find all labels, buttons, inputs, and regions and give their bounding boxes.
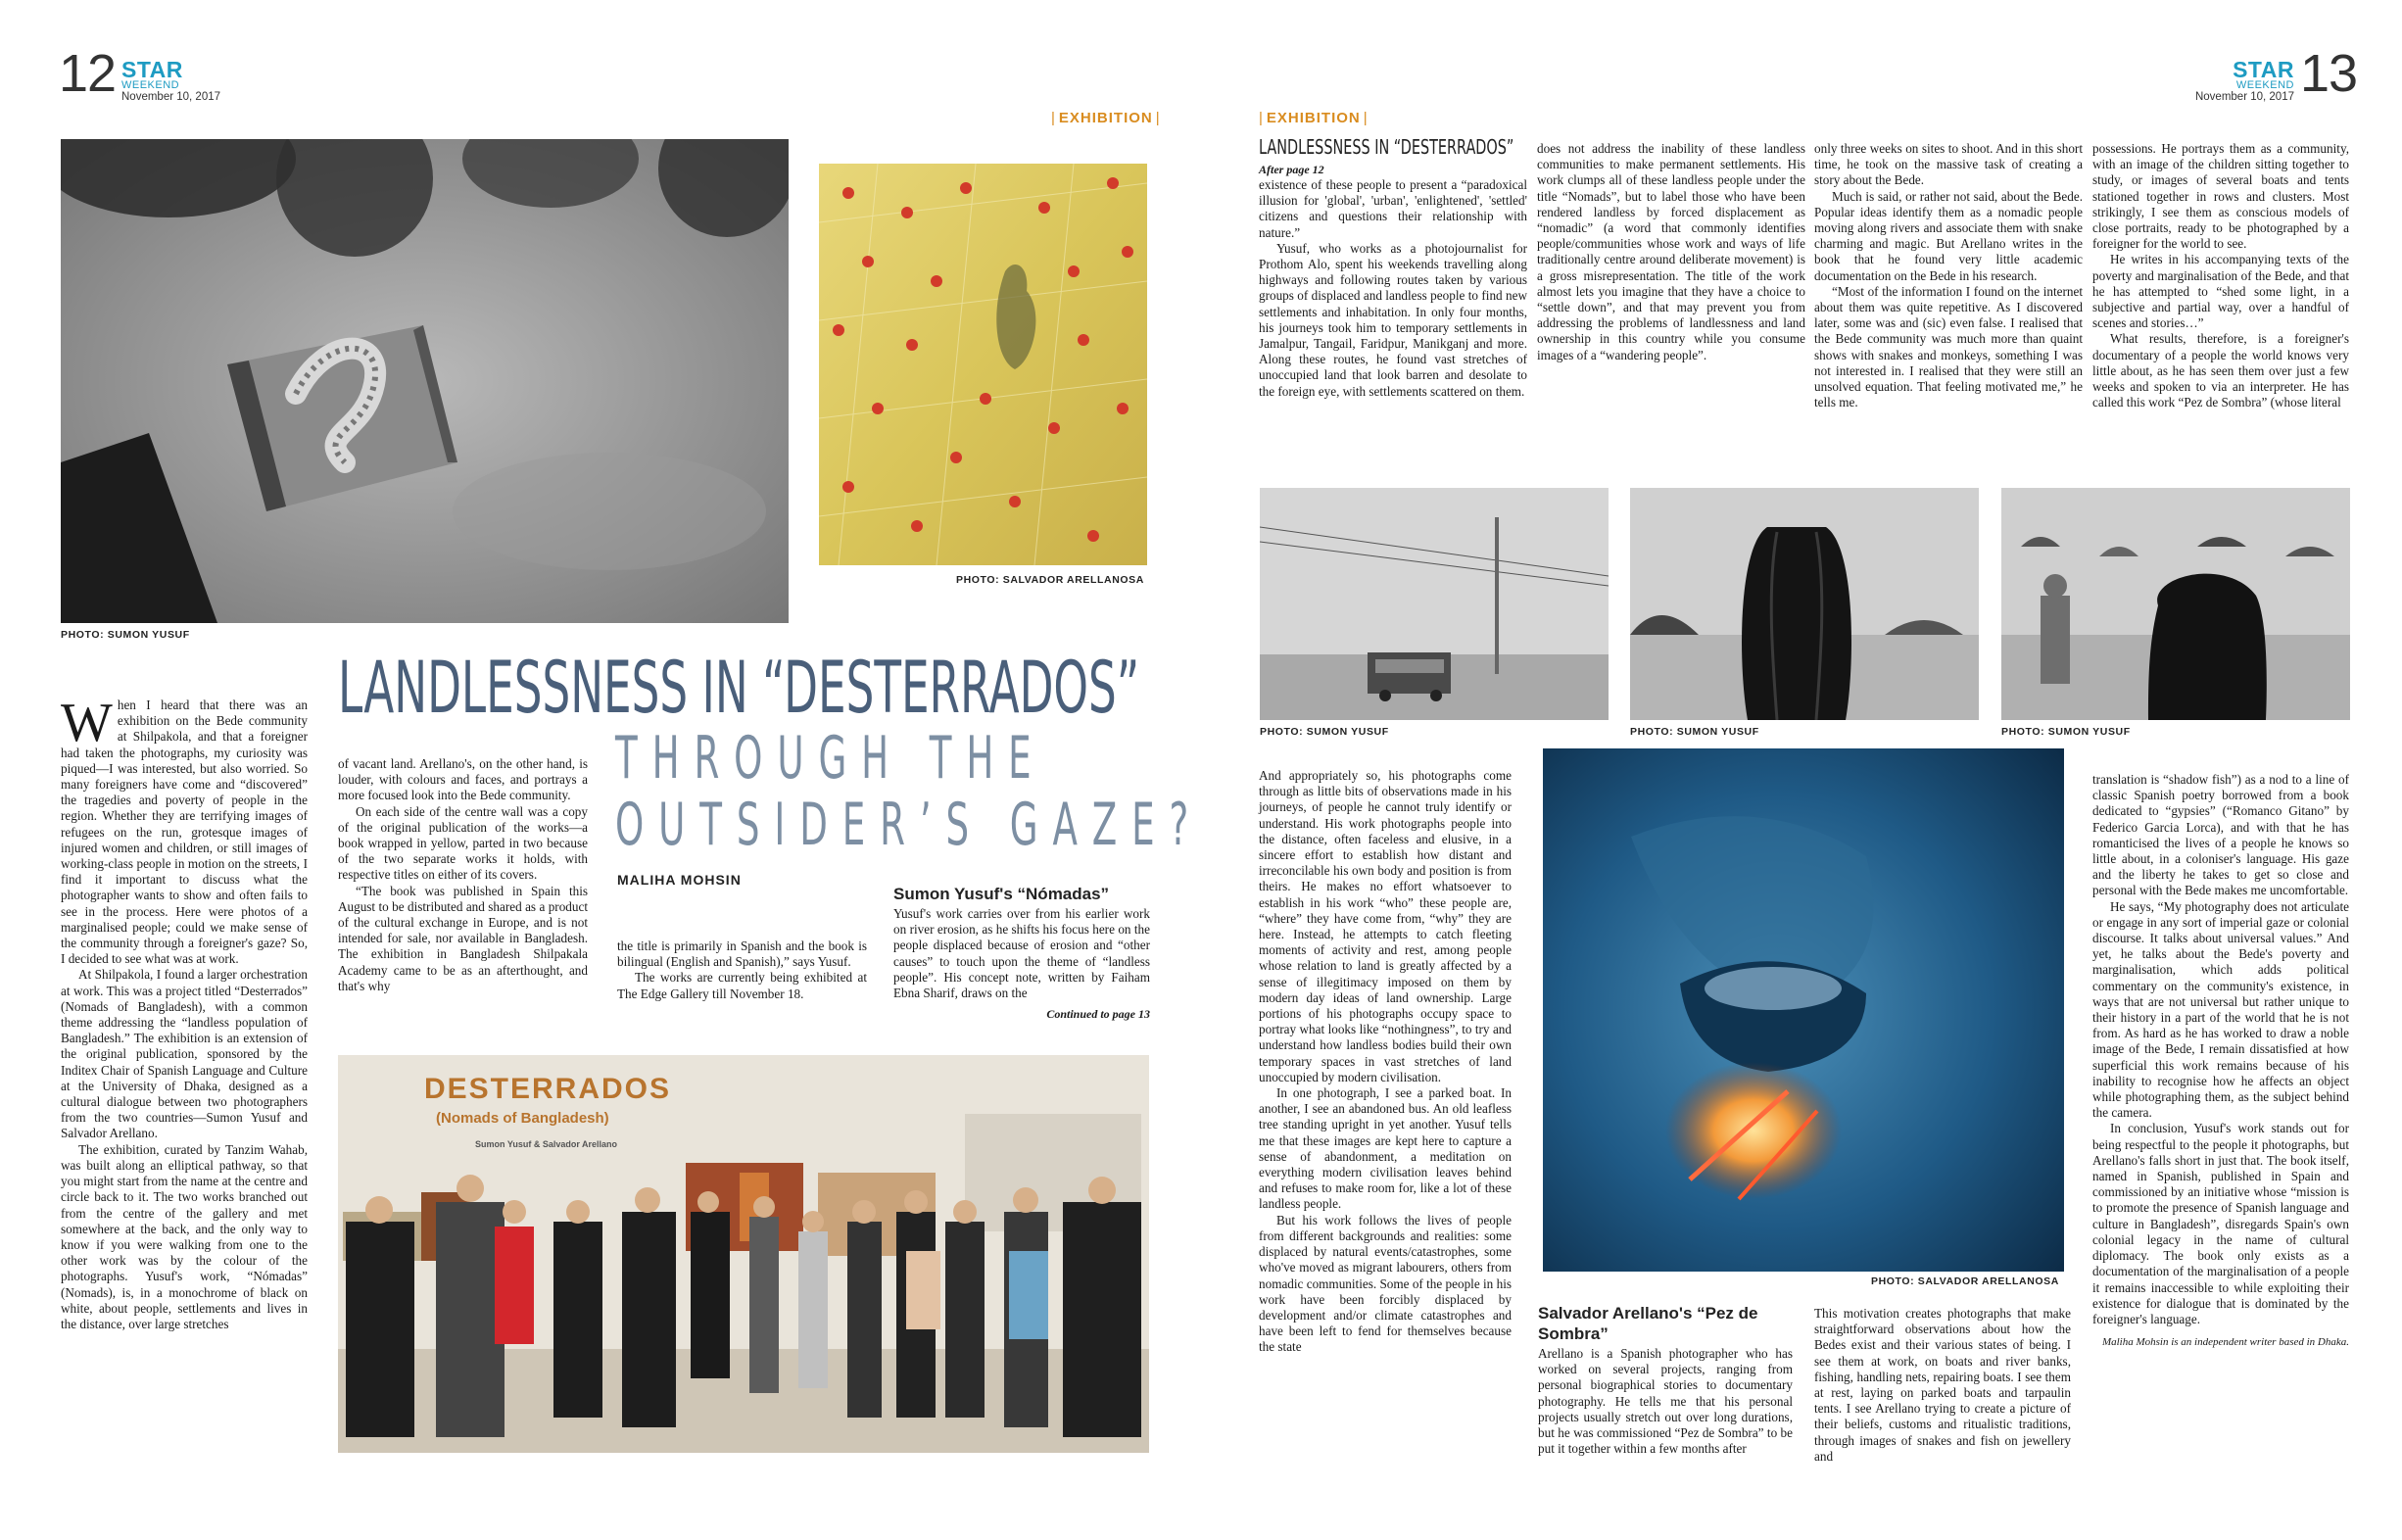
subhead-line2: OUTSIDER’S GAZE? [615, 791, 1204, 859]
article-column-1: When I heard that there was an exhibition on the Bede community at Shilpakola, and that a foreigner had taken the photographs, my curiosity was piqued—I was interested, but also worried. So many foreigners have come and “discovered” the tragedies and poverty of people in the region. Whether they are terrifying images of refugees on the run, grotesque images of injured women and children, or still images of working-class people in motion on the streets, I find it important to discuss what the photographer wants to show and often fails to see in the process. Here were photos of a marginalised people; could we make sense of the community through a foreigner's gaze? So, I decided to see what was at work. At Shilpakola, I found a larger orchestration at work. This was a project titled “Desterrados” (Nomads of Bangladesh), with a common theme addressing the “landless population of Bangladesh.” The exhibition is an extension of the original publication, sponsored by the Inditex Chair of Spanish Language and Culture at the University of Dhaka, designed as a cultural dialogue between two photographers from the two countries—Sumon Yusuf and Salvador Arellano. The exhibition, curated by Tanzim Wahab, was built along an elliptical pathway, so that you might start from the name at the centre and circle back to it. The two works branched out from the centre of the gallery and met somewhere at the back, and the only way to know if you were walking from one to the other work was by the colour of the photographs. Yusuf's work, “Nómadas” (Nomads), is, in a monochrome of black on white, about people, settlements and lives in the distance, over large stretches [61, 693, 308, 1331]
bus-photo [1260, 488, 1609, 720]
brand-logo-right: STAR [2233, 57, 2294, 82]
right-column-2: does not address the inability of these landless communities to make permanent settlements. His work clumps all of these landless people under the title “Nomads”, but to label those who have been rendered landless by forced displacement as “nomadic” (a word that commonly identifies people/communities whose work and ways of life traditionally centre around deliberate movement) is a gross misrepresentation. The title of the work almost lets you imagine that they have a choice to “settle down”, and that may prevent you from addressing the problems of landlessness and land ownership in this country while you consume images of a “wandering people”. [1537, 141, 1805, 362]
banner-subtitle: (Nomads of Bangladesh) [436, 1110, 609, 1127]
author-note: Maliha Mohsin is an independent writer based in Dhaka. [2101, 1336, 2349, 1349]
caption-blue: PHOTO: SALVADOR ARELLANOSA [1871, 1275, 2059, 1287]
hair-photo [1630, 488, 1979, 720]
blue-pot-photo [1543, 748, 2064, 1272]
after-page-label: After page 12 [1259, 163, 1324, 176]
caption-yellow: PHOTO: SALVADOR ARELLANOSA [956, 574, 1144, 586]
gallery-photo [338, 1055, 1149, 1453]
drop-cap: W [61, 693, 113, 753]
banner-names: Sumon Yusuf & Salvador Arellano [475, 1139, 618, 1149]
right-column-1: LANDLESSNESS IN “DESTERRADOS” After page 12 existence of these people to present a “paradoxical illusion for 'global', 'urban', 'enlightened', 'settled' citizens and questions their relationship with nature.” Yusuf, who works as a photojournalist for Prothom Alo, spent his weekends travelling along highways and following routes taken by various groups of displaced and landless people to find new settlements and inhabitation. In only four months, his journeys took him to temporary settlements in Jamalpur, Tangail, Faridpur, Manikganj and more. Along these routes, he found vast stretches of unoccupied land that look barren and desolate to the foreign eye, with settlements scattered on them. [1259, 135, 1527, 399]
headline: LANDLESSNESS IN “DESTERRADOS” [338, 647, 1140, 730]
right-column-4: possessions. He portrays them as a community, with an image of the children sitting together to study, or images of several boats and tents stationed together in rows and clusters. Most strikingly, I see them as conscious models of close portraits, ready to be photographed by a foreigner for the world to see. He writes in his accompanying texts of the poverty and marginalisation of the Bede, and that he has attempted to “shed some light, in a subjective and partial way, over a handful of scenes and stories…” What results, therefore, is a foreigner's documentary of a people the world knows very little about, as he has seen them over just a few weeks and spoken to via an interpreter. He has called this work “Pez de Sombra” (whose literal [2092, 141, 2349, 410]
subsection-title-pez-de-sombra: Salvador Arellano's “Pez de Sombra” [1538, 1304, 1758, 1343]
right-lower-column-3: This motivation creates photographs that make straightforward observations about how the Bedes exist and their various states of being. I see them at work, on boats and river banks, fishing, handling nets, repairing boats. I see them at rest, laying on parked boats and tarpaulin tents. I see Arellano trying to create a picture of their beliefs, customs and ritualistic traditions, through images of snakes and fish on jewellery and [1814, 1306, 2071, 1464]
yellow-tarp-photo [819, 164, 1147, 565]
masthead-right [2194, 59, 2294, 103]
page-number-left: 12 [59, 44, 117, 103]
section-tag-right: | EXHIBITION | [1259, 110, 1369, 126]
running-head: LANDLESSNESS IN “DESTERRADOS” [1259, 135, 1514, 159]
brand-sub-right: WEEKEND [2235, 79, 2294, 91]
tents-photo [2001, 488, 2350, 720]
brand-logo: STAR [121, 57, 183, 82]
right-lower-column-2: Salvador Arellano's “Pez de Sombra” Arellano is a Spanish photographer who has worked on several projects, ranging from personal biographical stories to documentary photography. He tells me that his personal projects usually stretch out over long durations, but he was commissioned “Pez de Sombra” to be put it together within a few months after [1538, 1304, 1793, 1457]
caption-hair: PHOTO: SUMON YUSUF [1630, 726, 1759, 738]
caption-bus: PHOTO: SUMON YUSUF [1260, 726, 1389, 738]
brand-sub: WEEKEND [121, 79, 180, 91]
section-tag-left: | EXHIBITION | [1051, 110, 1161, 126]
right-lower-column-4: translation is “shadow fish”) as a nod to a line of classic Spanish poetry borrowed from a book dedicated to “gypsies” (“Romanco Gitano” by Federico Garcia Lorca), and with that he has romanticised the lives of a people he knows so little about, in a coloniser's language. His gaze and the liberty he takes to get so close and personal with the Bede makes me uncomfortable. He says, “My photography does not articulate or engage in any sort of imperial gaze or colonial discourse. It talks about universal values.” And yet, he talks about the Bede's poverty and marginalisation, which adds political commentary on the community's existence, in ways that are not universal but rather unique to their history in a part of the world that he is not from. As hard as he has worked to draw a noble image of the Bede, I remain dissatisfied at how superficial this work remains because of his inability to recognise how he affects an object while photographing them, as the subject behind the camera. In conclusion, Yusuf's work stands out for being respectful to the people it photographs, but Arellano's falls short in just that. The book itself, named in Spanish, published in Spain and commissioned by an initiative whose “mission is to promote the presence of Spanish language and culture in Bangladesh”, disregards Spain's own colonial legacy in the name of cultural diplomacy. The book only exists as a documentation of the marginalisation of a people it remains inaccessible to while exploiting their existence for dialogue that is dominated by the foreigner's language. Maliha Mohsin is an independent writer based in Dhaka. [2092, 772, 2349, 1349]
right-column-3: only three weeks on sites to shoot. And in this short time, he took on the massive task of creating a story about the Bede. Much is said, or rather not said, about the Bede. Popular ideas identify them as a nomadic people moving along rivers and associate them with snake charming and magic. But Arellano writes in the book that he found very little academic documentation on the Bede in his research. “Most of the information I found on the internet about them was quite repetitive. As I discovered later, some was and (sic) even false. I realised that the Bede community was much more than quaint shows with snakes and monkeys, something I was not interested in. I realised that they were still an unsolved equation. That feeling motivated me,” he tells me. [1814, 141, 2083, 410]
subsection-title-nomadas: Sumon Yusuf's “Nómadas” [893, 885, 1110, 903]
snake-photo [61, 139, 789, 623]
article-column-2: of vacant land. Arellano's, on the other hand, is louder, with colours and faces, and portrays a more focused look into the Bede community. On each side of the centre wall was a copy of the original publication of the works—a book wrapped in yellow, parted in two because of the two separate works it holds, with respective titles on either of its covers. “The book was published in Spain this August to be distributed and shared as a product of the cultural exchange in Europe, and is not intended for sale, nor available in Bangladesh. The exhibition in Bangladesh Shilpakala Academy came to be as an afterthought, and that's why [338, 756, 588, 993]
issue-date-right: November 10, 2017 [2194, 91, 2294, 103]
page-number-right: 13 [2300, 44, 2358, 103]
article-column-4: Sumon Yusuf's “Nómadas” Yusuf's work carries over from his earlier work on river erosion, as he shifts his focus here on the people displaced because of erosion and “other causes” to touch upon the theme of “landless people”. His concept note, written by Faiham Ebna Sharif, draws on the Continued to page 13 [893, 885, 1150, 1022]
right-lower-column-1: And appropriately so, his photographs come through as little bits of observations made in his journeys, of people he cannot truly identify or understand. His work photographs people into the distance, often faceless and elusive, in a sincere effort to establish how distant and irreconcilable his own body and position is from theirs. He makes no effort whatsoever to establish in his work “who” these people are, “where” they have come from, “why” they are here. Instead, he attempts to catch fleeting moments of activity and rest, among people whose relation to land is greatly affected by a sense of illegitimacy imposed on them by modern day ideas of land ownership. Large portions of his photographs occupy space to portray what looks like “nothingness”, to try and understand how landless bodies build their own temporary spaces in vast stretches of land unoccupied by modern civilisation. In one photograph, I see a parked boat. In another, I see an abandoned bus. An old leafless tree standing upright in yet another. Yusuf tells me that these images are kept here to capture a sense of abandonment, a meditation on everything modern civilisation leaves behind and refuses to make room for, like a lot of these landless people. But his work follows the lives of people from different backgrounds and realities: some displaced by natural events/catastrophes, some who've moved as migrant labourers, others from nomadic communities. Some of the people in his work have been forcibly displaced by development and/or climate catastrophes and have been left to fend for themselves because the state [1259, 768, 1512, 1355]
masthead-left [121, 59, 220, 103]
subhead-line1: THROUGH THE [615, 724, 1046, 793]
caption-snake: PHOTO: SUMON YUSUF [61, 629, 190, 641]
byline: MALIHA MOHSIN [617, 872, 742, 888]
caption-tents: PHOTO: SUMON YUSUF [2001, 726, 2131, 738]
issue-date: November 10, 2017 [121, 91, 221, 103]
article-column-3: the title is primarily in Spanish and the book is bilingual (English and Spanish),” says Yusuf. The works are currently being exhibited at The Edge Gallery till November 18. [617, 938, 867, 1001]
banner-title: DESTERRADOS [424, 1073, 672, 1105]
continued-link[interactable]: Continued to page 13 [1046, 1007, 1150, 1022]
